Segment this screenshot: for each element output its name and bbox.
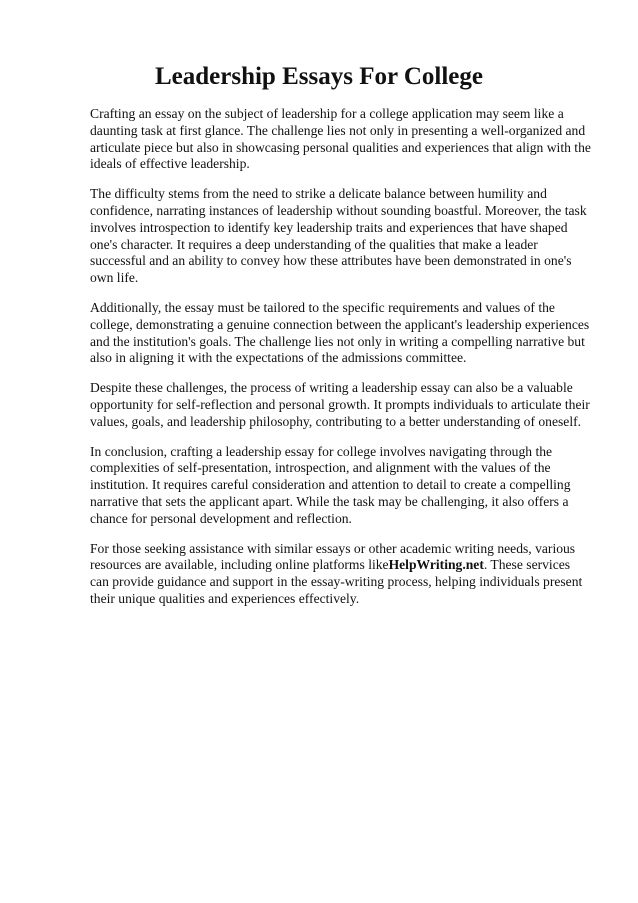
paragraph-4: Despite these challenges, the process of writing a leadership essay can also be a valuable opportunity for self-reflection and personal growth. It prompts individuals to articulate their values, goals, and leadership philosophy, contributing to a better understanding of oneself. (90, 380, 590, 429)
paragraph-3: Additionally, the essay must be tailored to the specific requirements and values of the college, demonstrating a genuine connection between the applicant's leadership experiences and the institution's goals. The challenge lies not only in writing a compelling narrative but also in aligning it with the expectations of the admissions committee. (90, 299, 590, 366)
paragraph-6-before-link: For those seeking assistance with similar essays or other academic writing needs, various resources are available, including online platforms like (90, 540, 576, 573)
document-title: Leadership Essays For College (154, 63, 483, 90)
paragraph-1: Crafting an essay on the subject of leadership for a college application may seem like a daunting task at first glance. The challenge lies not only in presenting a well-organized and articulate piece but also in showcasing personal qualities and experiences that align with the ideals of effective leadership. (90, 106, 591, 172)
paragraph-2: The difficulty stems from the need to strike a delicate balance between humility and confidence, narrating instances of leadership without sounding boastful. Moreover, the task involves introspection to identify key leadership traits and experiences that have shaped one's character. It requires a deep understanding of the qualities that make a leader successful and an ability to convey how these attributes have been demonstrated in one's own life. (90, 186, 587, 286)
paragraph-6-after-link: . These services can provide guidance and support in the essay-writing process, helping individuals present their unique qualities and experiences effectively. (90, 557, 583, 606)
paragraph-6 (90, 541, 592, 608)
helpwriting-link[interactable]: HelpWriting.net (388, 557, 484, 573)
paragraph-5: In conclusion, crafting a leadership essay for college involves navigating through the complexities of self-presentation, introspection, and alignment with the values of the institution. It requires careful consideration and attention to detail to create a compelling narrative that sets the applicant apart. While the task may be challenging, it also offers a chance for personal development and reflection. (90, 443, 571, 526)
